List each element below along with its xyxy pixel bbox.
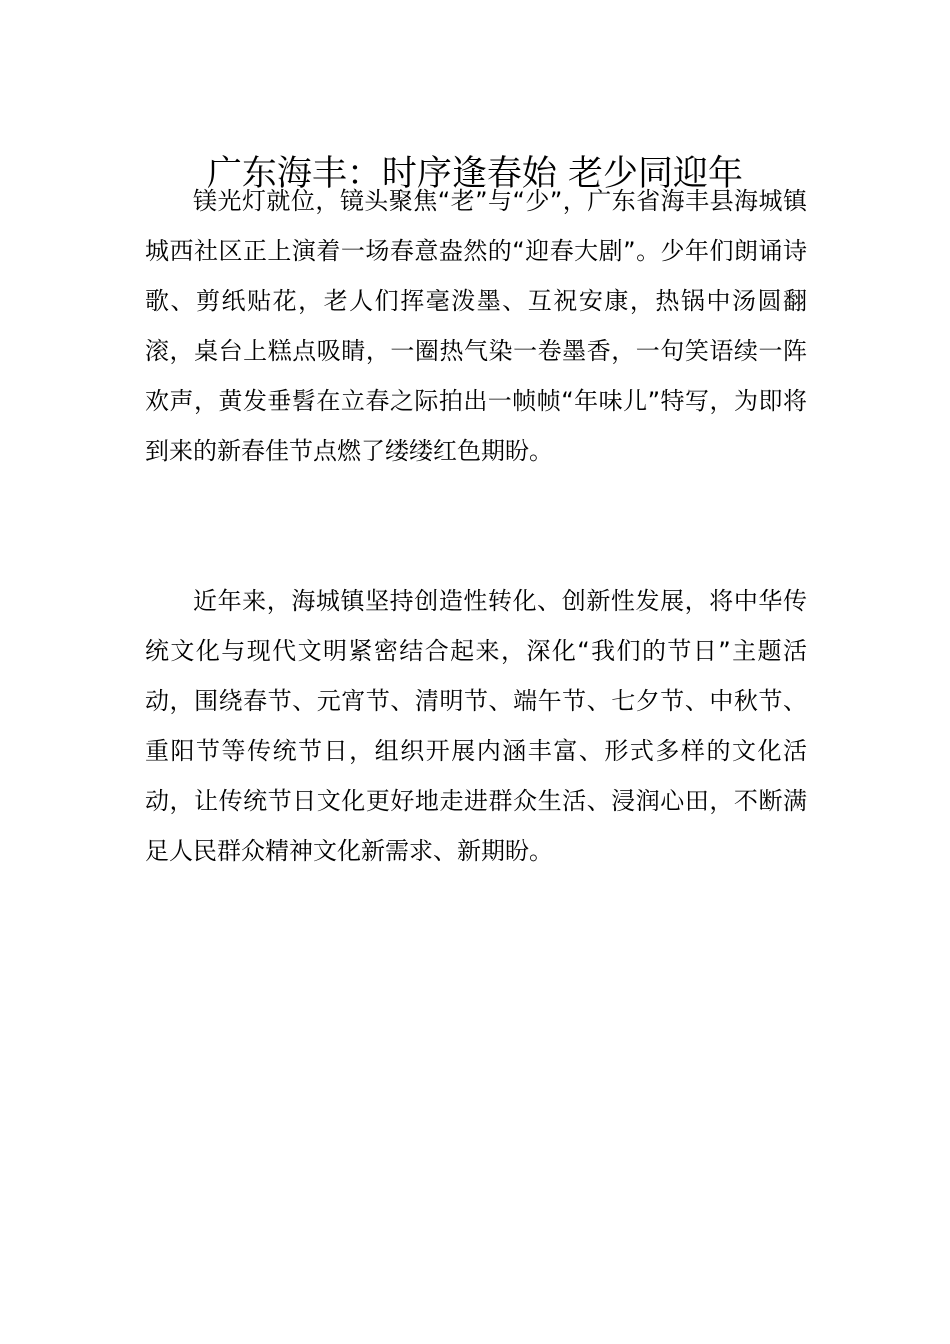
document-title: 广东海丰：时序逢春始 老少同迎年 [206,154,744,195]
paragraph-1: 镁光灯就位，镜头聚焦“老”与“少”，广东省海丰县海城镇城西社区正上演着一场春意盎然的“迎春大剧”。少年们朗诵诗歌、剪纸贴花，老人们挥毫泼墨、互祝安康，热锅中汤圆翻滚，桌台上糕点吸睛，一圈热气染一卷墨香，一句笑语续一阵欢声，黄发垂髫在立春之际拍出一帧帧“年味儿”特写，为即将到来的新春佳节点燃了缕缕红色期盼。 [145,187,807,465]
paragraph-2: 近年来，海城镇坚持创造性转化、创新性发展，将中华传统文化与现代文明紧密结合起来，深化“我们的节日”主题活动，围绕春节、元宵节、清明节、端午节、七夕节、中秋节、重阳节等传统节日，组织开展内涵丰富、形式多样的文化活动，让传统节日文化更好地走进群众生活、浸润心田，不断满足人民群众精神文化新需求、新期盼。 [145,587,807,865]
